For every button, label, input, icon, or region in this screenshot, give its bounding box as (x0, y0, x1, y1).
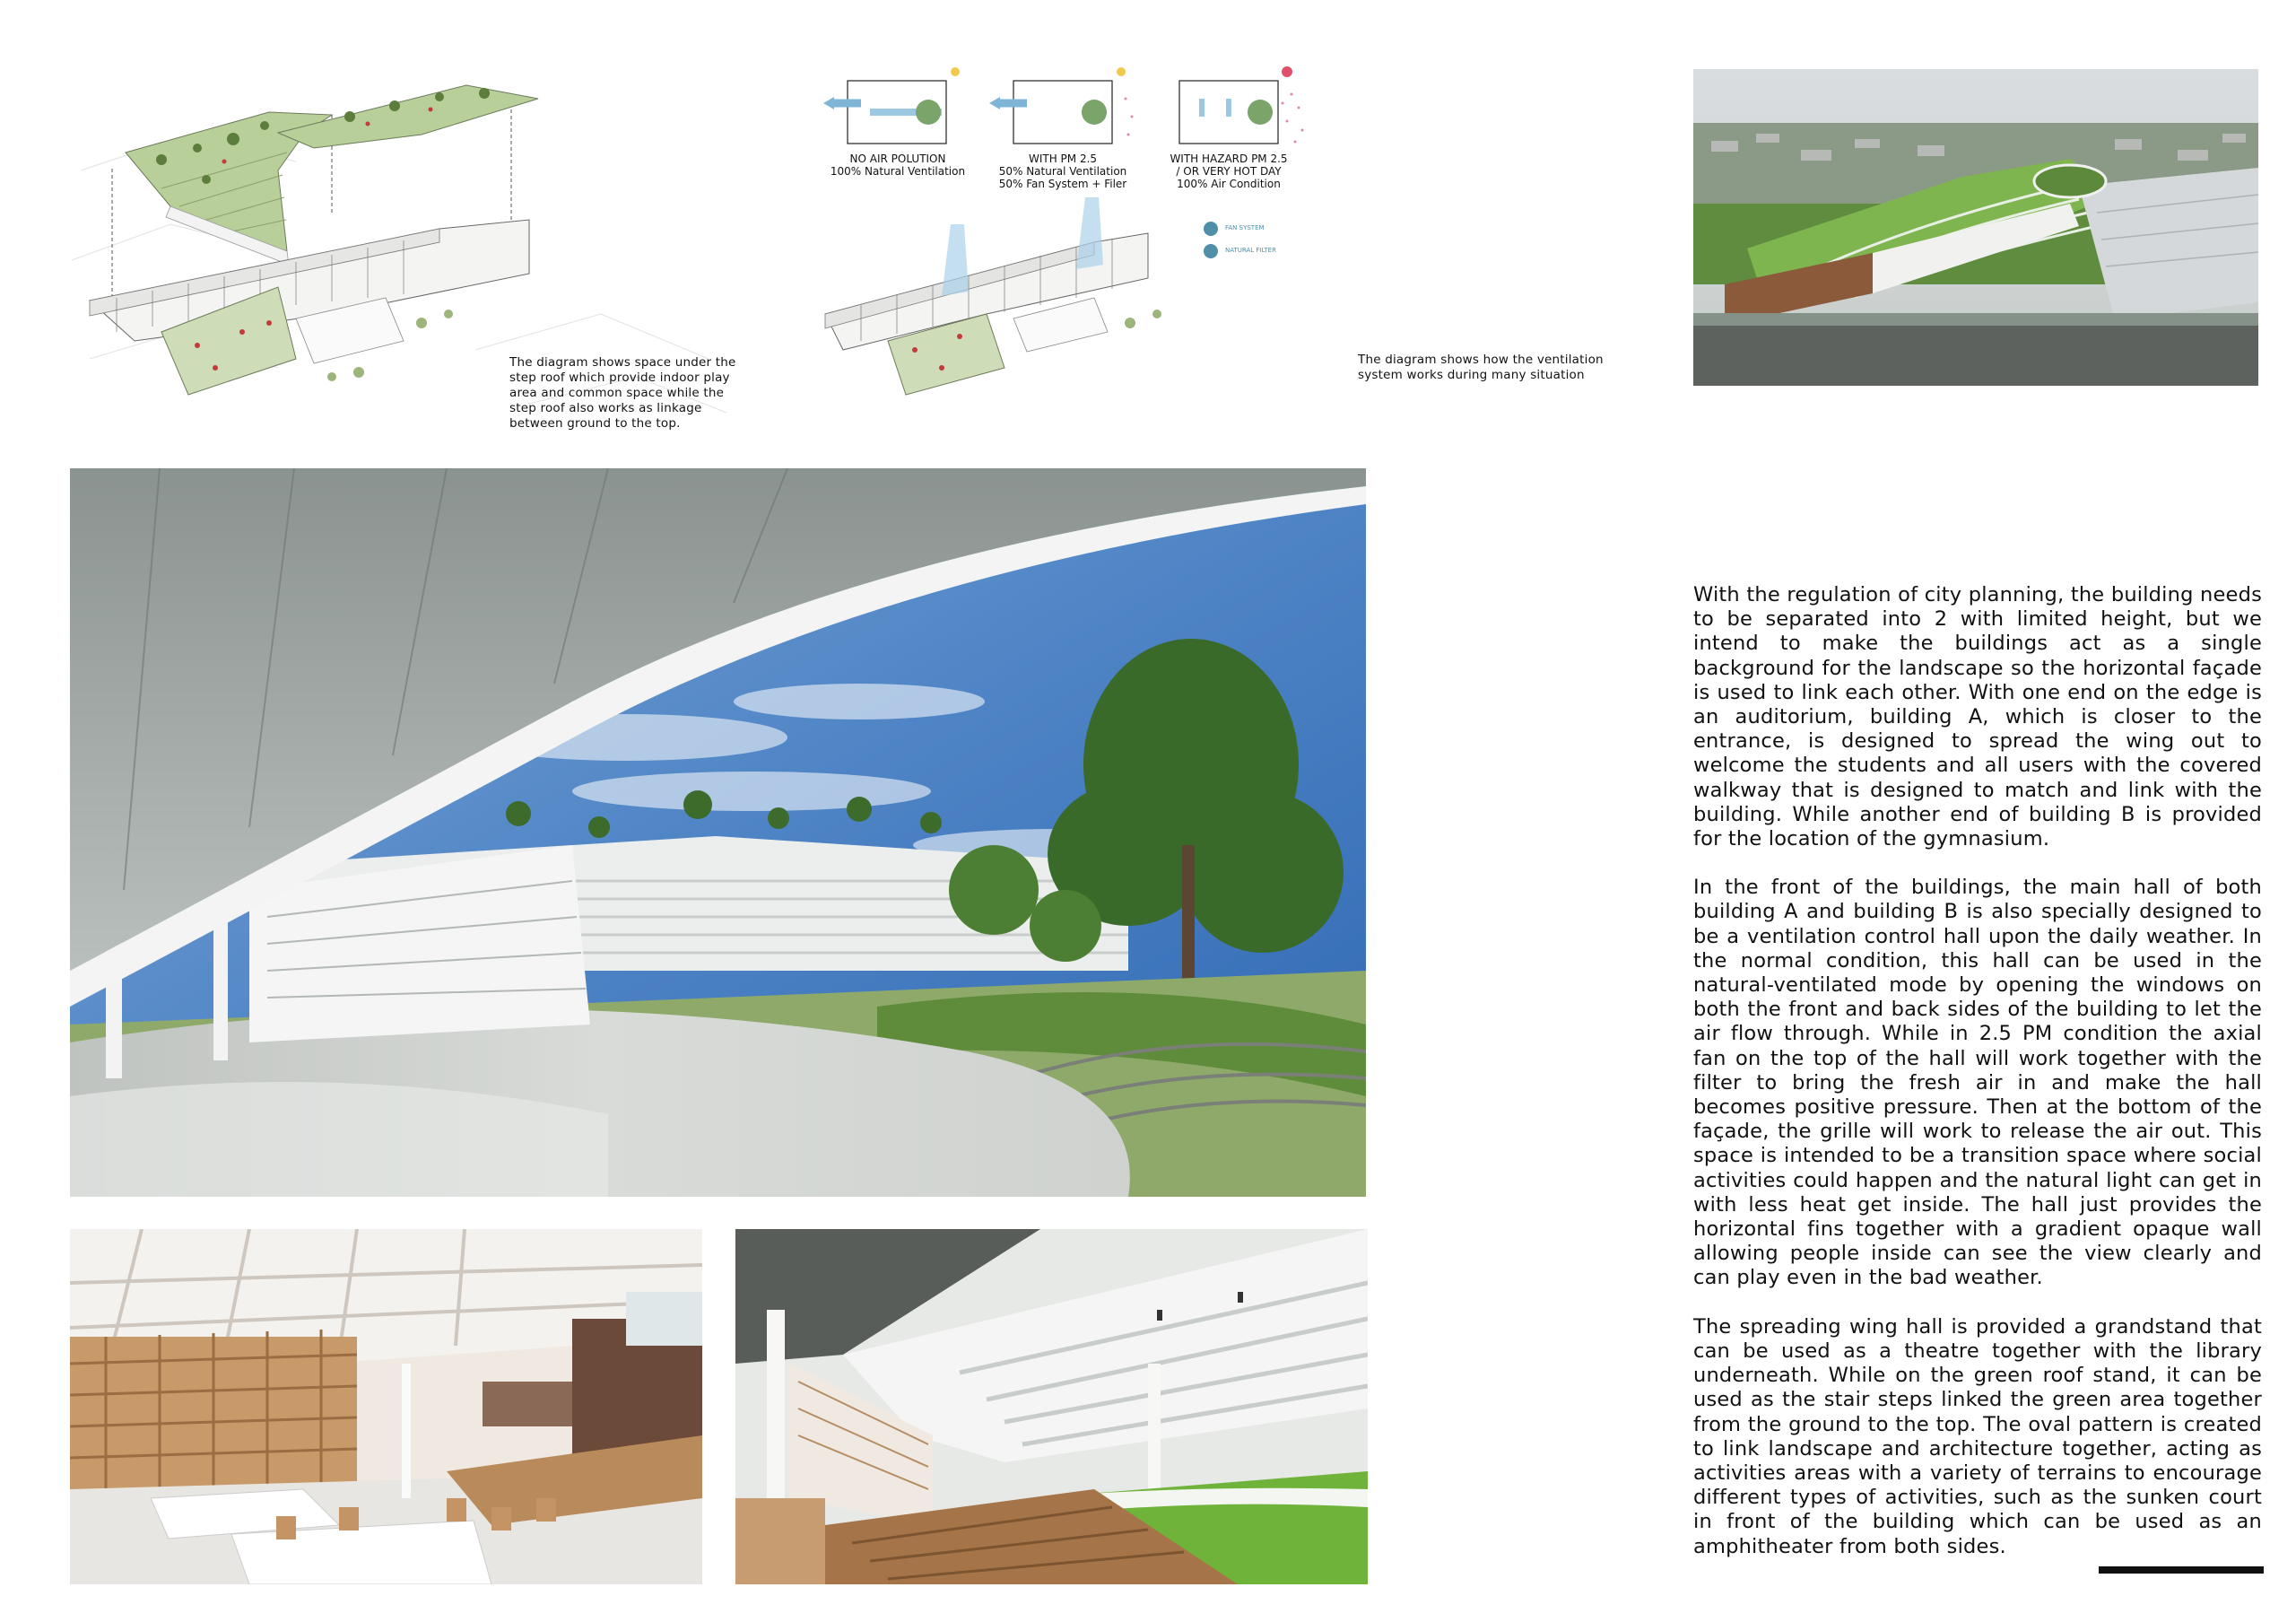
scenario-label-1 (813, 153, 983, 178)
scenario-detail2-3: 100% Air Condition (1177, 178, 1281, 190)
scenario-label-3 (1144, 153, 1309, 190)
aerial-photo (1693, 69, 2258, 386)
scenario-label-2 (978, 153, 1148, 190)
library-photo (70, 1229, 702, 1584)
scenario-detail2-2: 50% Fan System + Filer (998, 178, 1127, 190)
legend-fan: FAN SYSTEM (1225, 224, 1265, 231)
courtyard-photo (70, 468, 1366, 1197)
ventilation-caption: The diagram shows how the ventilation system works during many situation (1358, 353, 1604, 382)
legend-filter: NATURAL FILTER (1225, 247, 1276, 254)
grandstand-photo (735, 1229, 1368, 1584)
scenario-detail-2: 50% Natural Ventilation (998, 165, 1127, 178)
article-paragraph-1: With the regulation of city planning, the building needs to be separated into 2 with limited height, but we intend to make the buildings act as a single background for the landscape so the horizontal façade is used to link each other. With one end on the edge is an auditorium, building A, which is closer to the entrance, is designed to spread the wing out to welcome the students and all users with the covered walkway that is designed to match and link with the building. While another end of building B is provided for the location of the gymnasium. (1693, 583, 2262, 851)
ventilation-diagram (807, 63, 1309, 404)
scenario-title-2: WITH PM 2.5 (1028, 153, 1098, 165)
end-bar (2099, 1566, 2264, 1574)
article-paragraph-3: The spreading wing hall is provided a grandstand that can be used as a theatre together with the library underneath. While on the green roof stand, it can be used as the stair steps linked the green area together from the ground to the top. The oval pattern is created to link landscape and architecture together, acting as activities areas with a variety of terrains to encourage different types of activities, such as the sunken court in front of the building which can be used as an amphitheater from both sides. (1693, 1314, 2262, 1558)
scenario-detail-1: 100% Natural Ventilation (830, 165, 966, 178)
scenario-detail-3: / OR VERY HOT DAY (1176, 165, 1282, 178)
article-text (1693, 583, 2262, 1559)
article-paragraph-2: In the front of the buildings, the main hall of both building A and building B is also specially designed to be a ventilation control hall upon the daily weather. In the normal condition, this hall can be used in the natural-ventilated mode by opening the windows on both the front and back sides of the building to let the air flow through. While in 2.5 PM condition the axial fan on the top of the hall will work together with the filter to bring the fresh air in and make the hall becomes positive pressure. Then at the bottom of the façade, the grille will work to release the air out. This space is intended to be a transition space where social activities could happen and the natural light can get in with less heat get inside. The hall just provides the horizontal fins together with a gradient opaque wall allowing people inside can see the view clearly and can play even in the bad weather. (1693, 876, 2262, 1290)
scenario-title-1: NO AIR POLUTION (849, 153, 946, 165)
ventilation-axonometric (807, 63, 1309, 404)
step-roof-caption: The diagram shows space under the step roof which provide indoor play area and common space while the step roof also works as linkage between ground to the top. (509, 355, 736, 431)
scenario-title-3: WITH HAZARD PM 2.5 (1170, 153, 1288, 165)
